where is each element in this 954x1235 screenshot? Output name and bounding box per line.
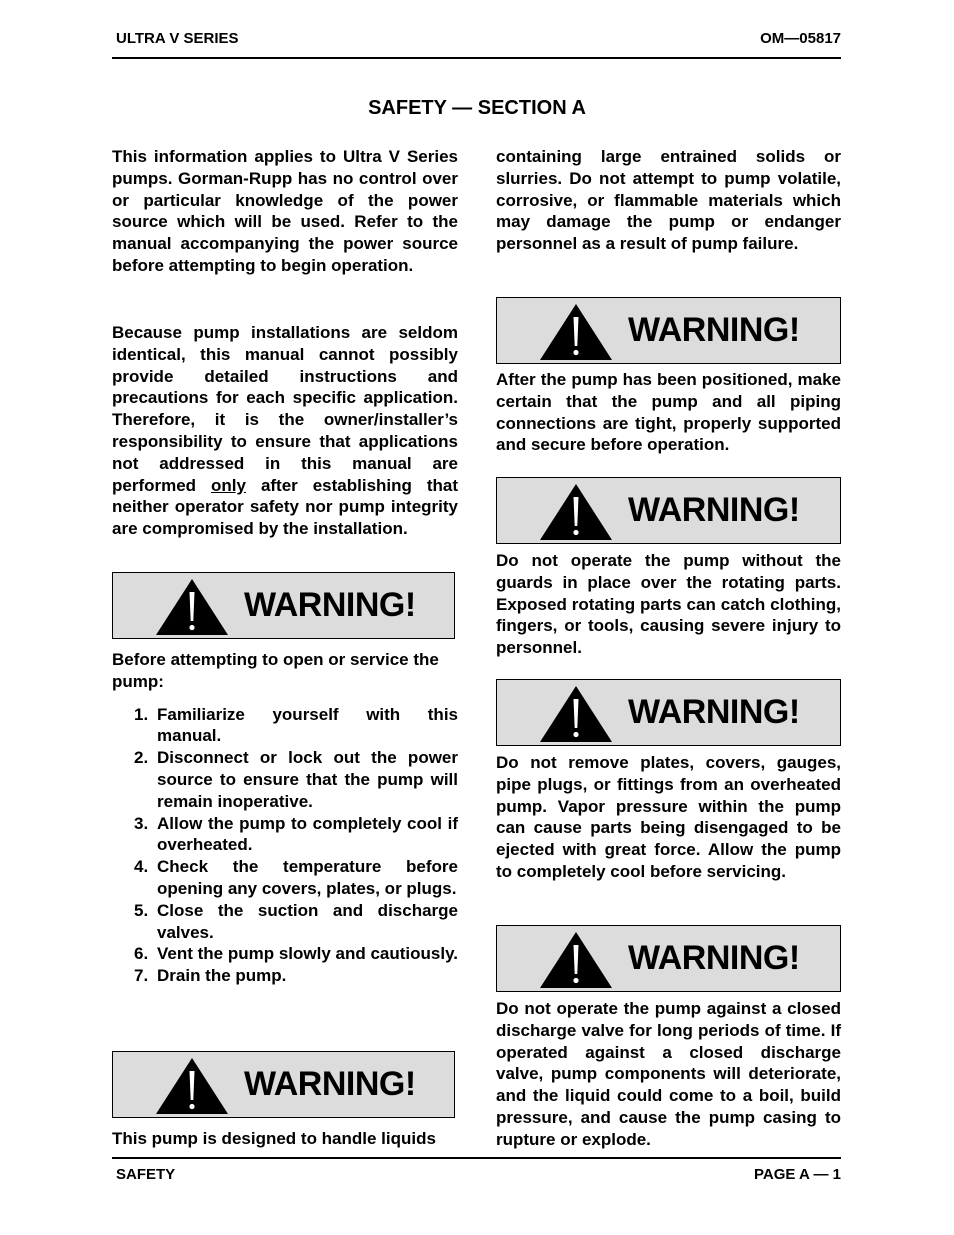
liquids-paragraph-cont: containing large entrained solids or slurries. Do not attempt to pump volatile, corrosive, or flammable materials which may damage the pump or endanger personnel as a result of pump failure. [496, 147, 841, 254]
warning-triangle-icon [539, 303, 613, 361]
warning-label: WARNING! [628, 693, 800, 731]
warning-box-guards [496, 477, 841, 544]
series-name: ULTRA V SERIES [116, 30, 239, 47]
header-rule [112, 57, 841, 59]
warning-label: WARNING! [244, 1065, 416, 1103]
warning-triangle-icon [155, 578, 229, 636]
emphasis-only: only [211, 475, 246, 495]
warning-box-discharge [496, 925, 841, 992]
warning-text-overheated: Do not remove plates, covers, gauges, pipe plugs, or fittings from an overheated pump. Vapor pressure within the pump can cause parts being disengaged to be ejected with great force. Allow the pump to completely cool before servicing. [496, 753, 841, 881]
page-title: SAFETY — SECTION A [368, 97, 586, 119]
left-column-responsibility [112, 322, 458, 540]
warning-text-positioned: After the pump has been positioned, make certain that the pump and all piping connections are tight, properly supported and secure before operation. [496, 370, 841, 455]
warning-text-discharge: Do not operate the pump against a closed discharge valve for long periods of time. If operated against a closed discharge valve, pump components will deteriorate, and the liquid could come to a boil, build pressure, and cause the pump casing to rupture or explode. [496, 999, 841, 1149]
warning-label: WARNING! [628, 491, 800, 529]
warning-label: WARNING! [628, 939, 800, 977]
liquids-paragraph-start: This pump is designed to handle liquids [112, 1129, 436, 1148]
warning-box-service [112, 572, 455, 639]
warning-box-overheated [496, 679, 841, 746]
list-item: 5. Close the suction and discharge valves. [134, 900, 458, 942]
warning-text-guards: Do not operate the pump without the guards in place over the rotating parts. Exposed rotating parts can catch clothing, fingers, or tools, causing severe injury to personnel. [496, 551, 841, 658]
right-column-liquids [496, 146, 841, 255]
warning-box-positioned [496, 297, 841, 364]
warning-triangle-icon [539, 931, 613, 989]
list-item: 3. Allow the pump to completely cool if overheated. [134, 813, 458, 855]
list-item: 1. Familiarize yourself with this manual. [134, 704, 458, 746]
list-item: 4. Check the temperature before opening any covers, plates, or plugs. [134, 857, 458, 898]
page-number: PAGE A — 1 [754, 1166, 841, 1183]
document-number: OM—05817 [760, 30, 841, 47]
list-item: 7. Drain the pump. [134, 966, 287, 986]
service-steps-list [112, 704, 458, 987]
service-intro: Before attempting to open or service the pump: [112, 650, 439, 691]
warning-triangle-icon [539, 685, 613, 743]
warning-triangle-icon [155, 1057, 229, 1115]
warning-label: WARNING! [628, 311, 800, 349]
left-column-intro [112, 146, 458, 277]
warning-triangle-icon [539, 483, 613, 541]
responsibility-paragraph: Because pump installations are seldom identical, this manual cannot possibly provide detailed instructions and precautions for each specific application. Therefore, it is the owner/installer’s responsibility to ensure that applications not addressed in this manual are performed only after establishing that neither operator safety nor pump integrity are compromised by the installation. [112, 323, 459, 539]
footer-rule [112, 1157, 841, 1159]
warning-box-liquids [112, 1051, 455, 1118]
liquids-start [112, 1128, 458, 1150]
list-item: 6. Vent the pump slowly and cautiously. [134, 944, 459, 964]
section-name: SAFETY [116, 1166, 176, 1183]
warning-label: WARNING! [244, 586, 416, 624]
service-instructions [112, 649, 458, 987]
list-item: 2. Disconnect or lock out the power source to ensure that the pump will remain inoperative. [134, 748, 458, 811]
intro-paragraph: This information applies to Ultra V Series pumps. Gorman-Rupp has no control over or particular knowledge of the power source which will be used. Refer to the manual accompanying the power source before attempting to begin operation. [112, 147, 458, 275]
